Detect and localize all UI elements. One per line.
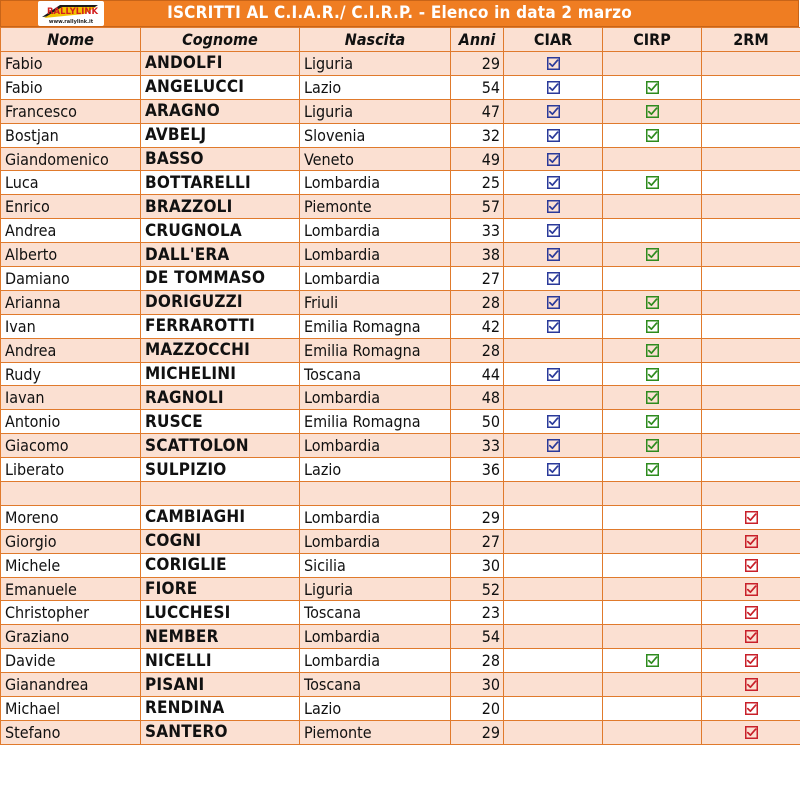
ciar-cell [504,219,603,243]
age-cell: 54 [451,625,504,649]
birthplace-cell: Toscana [300,673,451,697]
cirp-check-icon [646,463,659,476]
first-name-cell: Damiano [1,267,141,291]
birthplace-cell: Lombardia [300,243,451,267]
last-name-cell: DALL'ERA [141,243,300,267]
first-name-cell: Bostjan [1,123,141,147]
ciar-cell [504,601,603,625]
cirp-cell [603,267,702,291]
birthplace-cell: Slovenia [300,123,451,147]
ciar-check-icon [547,200,560,213]
empty-cell [702,482,800,506]
cirp-cell [603,290,702,314]
ciar-cell [504,577,603,601]
2rm-cell [702,290,800,314]
last-name-cell: CRUGNOLA [141,219,300,243]
cirp-cell [603,697,702,721]
birthplace-cell: Emilia Romagna [300,338,451,362]
cirp-cell [603,99,702,123]
ciar-cell [504,52,603,76]
cirp-cell [603,673,702,697]
cirp-cell [603,219,702,243]
rallylink-logo [38,1,104,26]
2rm-cell [702,362,800,386]
birthplace-cell: Lombardia [300,267,451,291]
last-name-cell: ANGELUCCI [141,75,300,99]
ciar-cell [504,553,603,577]
age-cell: 30 [451,673,504,697]
entry-table [0,27,800,745]
age-cell: 20 [451,697,504,721]
age-cell: 33 [451,219,504,243]
age-cell: 27 [451,529,504,553]
table-row [1,219,800,243]
first-name-cell: Giandomenico [1,147,141,171]
first-name-cell: Arianna [1,290,141,314]
ciar-cell [504,386,603,410]
ciar-check-icon [547,153,560,166]
ciar-cell [504,314,603,338]
last-name-cell: DE TOMMASO [141,267,300,291]
birthplace-cell: Lombardia [300,434,451,458]
ciar-cell [504,195,603,219]
last-name-cell: BOTTARELLI [141,171,300,195]
cirp-cell [603,434,702,458]
2rm-cell [702,75,800,99]
last-name-cell: SULPIZIO [141,458,300,482]
2rm-cell [702,601,800,625]
ciar-cell [504,410,603,434]
cirp-check-icon [646,248,659,261]
birthplace-cell: Lazio [300,697,451,721]
ciar-check-icon [547,57,560,70]
2rm-cell [702,147,800,171]
ciar-cell [504,290,603,314]
birthplace-cell: Liguria [300,52,451,76]
cirp-cell [603,52,702,76]
age-cell: 36 [451,458,504,482]
first-name-cell: Stefano [1,720,141,744]
ciar-cell [504,673,603,697]
table-row [1,52,800,76]
cirp-cell [603,649,702,673]
table-row [1,386,800,410]
ciar-cell [504,529,603,553]
header-row [1,28,800,52]
first-name-cell: Iavan [1,386,141,410]
last-name-cell: FIORE [141,577,300,601]
last-name-cell: LUCCHESI [141,601,300,625]
cirp-cell [603,171,702,195]
table-row [1,505,800,529]
table-row [1,290,800,314]
first-name-cell: Enrico [1,195,141,219]
last-name-cell: NEMBER [141,625,300,649]
first-name-cell: Alberto [1,243,141,267]
cirp-check-icon [646,415,659,428]
birthplace-cell: Lombardia [300,625,451,649]
2rm-check-icon [745,702,758,715]
birthplace-cell: Veneto [300,147,451,171]
table-row [1,434,800,458]
ciar-cell [504,123,603,147]
2rm-check-icon [745,606,758,619]
birthplace-cell: Liguria [300,99,451,123]
ciar-check-icon [547,296,560,309]
birthplace-cell: Liguria [300,577,451,601]
age-cell: 44 [451,362,504,386]
ciar-check-icon [547,105,560,118]
cirp-cell [603,123,702,147]
cirp-cell [603,529,702,553]
table-row [1,314,800,338]
table-row [1,625,800,649]
birthplace-cell: Lombardia [300,649,451,673]
2rm-cell [702,243,800,267]
table-row [1,410,800,434]
table-row [1,99,800,123]
cirp-cell [603,386,702,410]
col-header-nome: Nome [1,28,141,52]
empty-cell [1,482,141,506]
table-row [1,362,800,386]
last-name-cell: MAZZOCCHI [141,338,300,362]
last-name-cell: CAMBIAGHI [141,505,300,529]
birthplace-cell: Toscana [300,362,451,386]
age-cell: 54 [451,75,504,99]
first-name-cell: Davide [1,649,141,673]
age-cell: 28 [451,338,504,362]
2rm-cell [702,529,800,553]
birthplace-cell: Emilia Romagna [300,410,451,434]
cirp-check-icon [646,391,659,404]
first-name-cell: Christopher [1,601,141,625]
birthplace-cell: Toscana [300,601,451,625]
cirp-cell [603,147,702,171]
col-header-ciar: CIAR [504,28,603,52]
first-name-cell: Moreno [1,505,141,529]
first-name-cell: Fabio [1,52,141,76]
empty-cell [141,482,300,506]
table-row [1,171,800,195]
age-cell: 42 [451,314,504,338]
logo-wordmark: RALLYLINK [47,7,99,17]
age-cell: 27 [451,267,504,291]
table-row [1,697,800,721]
birthplace-cell: Lombardia [300,219,451,243]
2rm-cell [702,219,800,243]
2rm-cell [702,434,800,458]
cirp-cell [603,362,702,386]
separator-row [1,482,800,506]
cirp-cell [603,505,702,529]
first-name-cell: Andrea [1,219,141,243]
2rm-check-icon [745,511,758,524]
ciar-check-icon [547,81,560,94]
2rm-cell [702,720,800,744]
cirp-check-icon [646,176,659,189]
cirp-check-icon [646,368,659,381]
cirp-check-icon [646,344,659,357]
2rm-cell [702,267,800,291]
first-name-cell: Giorgio [1,529,141,553]
first-name-cell: Rudy [1,362,141,386]
first-name-cell: Antonio [1,410,141,434]
col-header-cognome: Cognome [141,28,300,52]
2rm-check-icon [745,630,758,643]
birthplace-cell: Lombardia [300,505,451,529]
last-name-cell: RUSCE [141,410,300,434]
empty-cell [504,482,603,506]
table-row [1,243,800,267]
table-row [1,601,800,625]
table-row [1,673,800,697]
cirp-cell [603,75,702,99]
2rm-cell [702,338,800,362]
age-cell: 49 [451,147,504,171]
last-name-cell: MICHELINI [141,362,300,386]
2rm-cell [702,314,800,338]
age-cell: 23 [451,601,504,625]
2rm-cell [702,171,800,195]
cirp-cell [603,314,702,338]
2rm-cell [702,410,800,434]
last-name-cell: RAGNOLI [141,386,300,410]
cirp-cell [603,577,702,601]
first-name-cell: Ivan [1,314,141,338]
ciar-check-icon [547,248,560,261]
ciar-cell [504,625,603,649]
table-row [1,577,800,601]
last-name-cell: COGNI [141,529,300,553]
2rm-cell [702,123,800,147]
last-name-cell: BRAZZOLI [141,195,300,219]
cirp-cell [603,601,702,625]
cirp-cell [603,195,702,219]
cirp-cell [603,625,702,649]
last-name-cell: NICELLI [141,649,300,673]
cirp-check-icon [646,439,659,452]
cirp-check-icon [646,81,659,94]
ciar-cell [504,362,603,386]
ciar-cell [504,649,603,673]
ciar-check-icon [547,224,560,237]
age-cell: 50 [451,410,504,434]
first-name-cell: Francesco [1,99,141,123]
ciar-check-icon [547,463,560,476]
last-name-cell: FERRAROTTI [141,314,300,338]
2rm-cell [702,99,800,123]
age-cell: 32 [451,123,504,147]
birthplace-cell: Lazio [300,458,451,482]
last-name-cell: ANDOLFI [141,52,300,76]
age-cell: 25 [451,171,504,195]
first-name-cell: Andrea [1,338,141,362]
table-row [1,529,800,553]
ciar-check-icon [547,272,560,285]
first-name-cell: Emanuele [1,577,141,601]
ciar-cell [504,75,603,99]
2rm-check-icon [745,535,758,548]
empty-cell [451,482,504,506]
cirp-cell [603,458,702,482]
entry-table-body [1,52,800,745]
ciar-cell [504,434,603,458]
2rm-cell [702,386,800,410]
2rm-check-icon [745,583,758,596]
cirp-cell [603,553,702,577]
ciar-cell [504,505,603,529]
age-cell: 48 [451,386,504,410]
col-header-nascita: Nascita [300,28,451,52]
last-name-cell: RENDINA [141,697,300,721]
ciar-cell [504,99,603,123]
2rm-check-icon [745,726,758,739]
logo-url: www.rallylink.it [48,19,94,25]
cirp-check-icon [646,129,659,142]
cirp-check-icon [646,320,659,333]
2rm-cell [702,195,800,219]
cirp-check-icon [646,296,659,309]
birthplace-cell: Emilia Romagna [300,314,451,338]
age-cell: 47 [451,99,504,123]
ciar-cell [504,720,603,744]
last-name-cell: ARAGNO [141,99,300,123]
first-name-cell: Michele [1,553,141,577]
ciar-cell [504,243,603,267]
2rm-cell [702,673,800,697]
birthplace-cell: Friuli [300,290,451,314]
2rm-cell [702,577,800,601]
birthplace-cell: Lazio [300,75,451,99]
table-row [1,720,800,744]
last-name-cell: CORIGLIE [141,553,300,577]
2rm-cell [702,505,800,529]
ciar-check-icon [547,415,560,428]
empty-cell [300,482,451,506]
first-name-cell: Giacomo [1,434,141,458]
last-name-cell: PISANI [141,673,300,697]
birthplace-cell: Sicilia [300,553,451,577]
first-name-cell: Liberato [1,458,141,482]
2rm-cell [702,553,800,577]
age-cell: 52 [451,577,504,601]
age-cell: 28 [451,290,504,314]
cirp-check-icon [646,654,659,667]
birthplace-cell: Lombardia [300,171,451,195]
cirp-cell [603,720,702,744]
2rm-cell [702,697,800,721]
ciar-check-icon [547,439,560,452]
age-cell: 28 [451,649,504,673]
ciar-check-icon [547,129,560,142]
age-cell: 38 [451,243,504,267]
birthplace-cell: Lombardia [300,386,451,410]
table-row [1,553,800,577]
empty-cell [603,482,702,506]
ciar-check-icon [547,176,560,189]
table-row [1,649,800,673]
2rm-cell [702,458,800,482]
table-row [1,267,800,291]
age-cell: 29 [451,720,504,744]
age-cell: 57 [451,195,504,219]
cirp-cell [603,338,702,362]
last-name-cell: DORIGUZZI [141,290,300,314]
age-cell: 29 [451,505,504,529]
last-name-cell: AVBELJ [141,123,300,147]
2rm-cell [702,52,800,76]
cirp-cell [603,410,702,434]
first-name-cell: Michael [1,697,141,721]
birthplace-cell: Lombardia [300,529,451,553]
2rm-check-icon [745,654,758,667]
col-header-2rm: 2RM [702,28,800,52]
last-name-cell: SANTERO [141,720,300,744]
ciar-cell [504,171,603,195]
2rm-cell [702,625,800,649]
page-title: ISCRITTI AL C.I.A.R./ C.I.R.P. - Elenco in data 2 marzo [167,3,632,23]
ciar-cell [504,338,603,362]
col-header-anni: Anni [451,28,504,52]
table-row [1,338,800,362]
ciar-check-icon [547,368,560,381]
first-name-cell: Luca [1,171,141,195]
2rm-cell [702,649,800,673]
table-row [1,123,800,147]
first-name-cell: Gianandrea [1,673,141,697]
col-header-cirp: CIRP [603,28,702,52]
first-name-cell: Graziano [1,625,141,649]
last-name-cell: BASSO [141,147,300,171]
2rm-check-icon [745,678,758,691]
age-cell: 30 [451,553,504,577]
ciar-check-icon [547,320,560,333]
ciar-cell [504,267,603,291]
cirp-check-icon [646,105,659,118]
table-row [1,147,800,171]
ciar-cell [504,147,603,171]
first-name-cell: Fabio [1,75,141,99]
table-row [1,458,800,482]
cirp-cell [603,243,702,267]
birthplace-cell: Piemonte [300,195,451,219]
birthplace-cell: Piemonte [300,720,451,744]
ciar-cell [504,697,603,721]
table-row [1,195,800,219]
table-row [1,75,800,99]
ciar-cell [504,458,603,482]
age-cell: 29 [451,52,504,76]
2rm-check-icon [745,559,758,572]
last-name-cell: SCATTOLON [141,434,300,458]
age-cell: 33 [451,434,504,458]
